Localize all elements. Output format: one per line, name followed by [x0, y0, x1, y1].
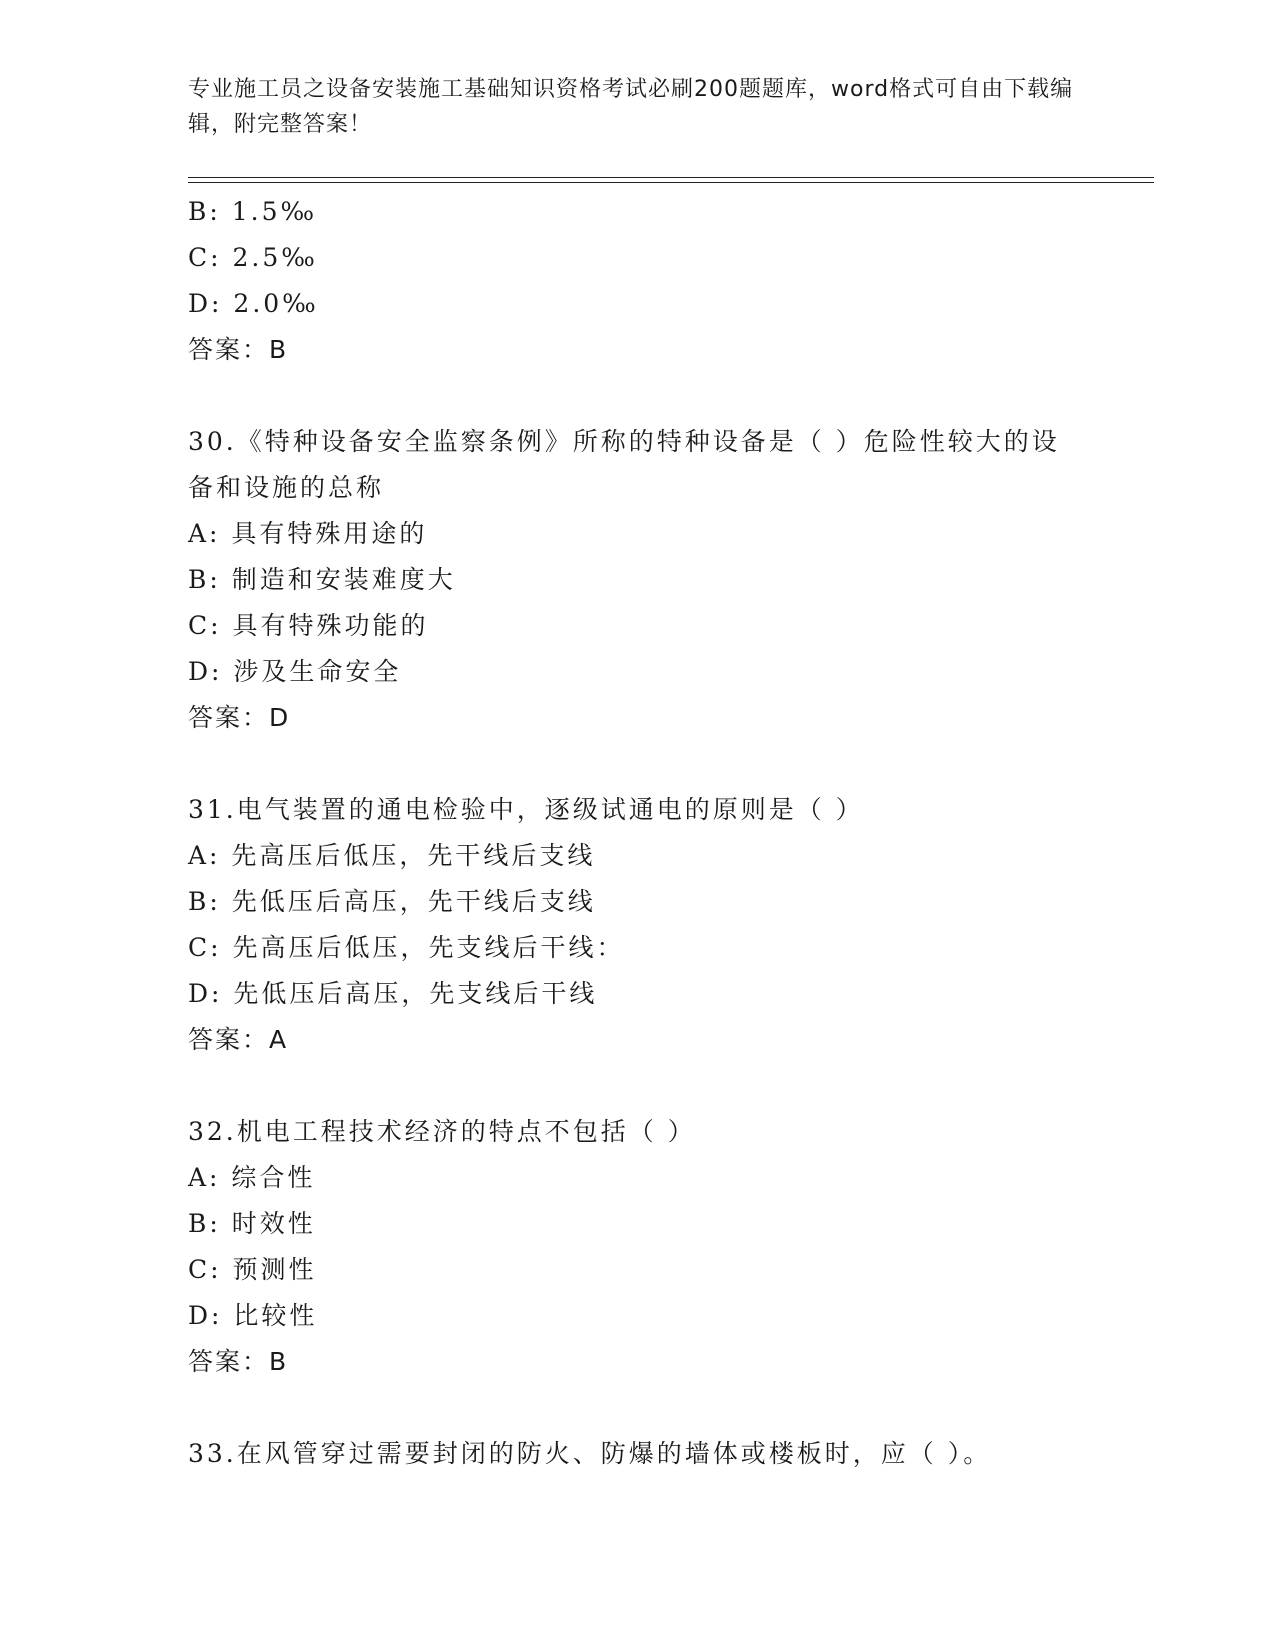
question-stem: 33.在风管穿过需要封闭的防火、防爆的墙体或楼板时，应（ ）。: [188, 1439, 992, 1468]
option-d: D: 先低压后高压，先支线后干线: [188, 979, 598, 1008]
option-b: B: 先低压后高压，先干线后支线: [188, 887, 596, 916]
option-b: B: 1.5‰: [188, 197, 318, 226]
question-31: [188, 787, 1118, 1063]
option-c: C: 具有特殊功能的: [188, 611, 429, 640]
answer: 答案：D: [188, 703, 291, 732]
question-stem: 30.《特种设备安全监察条例》所称的特种设备是（ ）危险性较大的设备和设施的总称: [188, 427, 1060, 502]
option-b: B: 时效性: [188, 1209, 316, 1238]
option-c: C: 先高压后低压，先支线后干线：: [188, 933, 625, 962]
answer: 答案：B: [188, 335, 289, 364]
question-list: [188, 189, 1118, 1477]
option-a: A: 具有特殊用途的: [188, 519, 428, 548]
answer: 答案：B: [188, 1347, 289, 1376]
option-c: C: 2.5‰: [188, 243, 318, 272]
option-b: B: 制造和安装难度大: [188, 565, 456, 594]
option-a: A: 综合性: [188, 1163, 316, 1192]
answer: 答案：A: [188, 1025, 289, 1054]
header-rule-top: [188, 177, 1154, 178]
header-rule-bottom: [188, 182, 1154, 183]
option-d: D: 2.0‰: [188, 289, 319, 318]
question-33: [188, 1431, 1118, 1477]
document-header: 专业施工员之设备安装施工基础知识资格考试必刷200题题库，word格式可自由下载编辑，附完整答案！: [188, 77, 1074, 137]
option-d: D: 比较性: [188, 1301, 318, 1330]
question-stem: 32.机电工程技术经济的特点不包括（ ）: [188, 1117, 696, 1146]
question-30: [188, 419, 1118, 741]
option-d: D: 涉及生命安全: [188, 657, 402, 686]
option-a: A: 先高压后低压，先干线后支线: [188, 841, 596, 870]
question-stem: 31.电气装置的通电检验中，逐级试通电的原则是（ ）: [188, 795, 864, 824]
question-29-tail: [188, 189, 1118, 373]
question-32: [188, 1109, 1118, 1385]
option-c: C: 预测性: [188, 1255, 317, 1284]
